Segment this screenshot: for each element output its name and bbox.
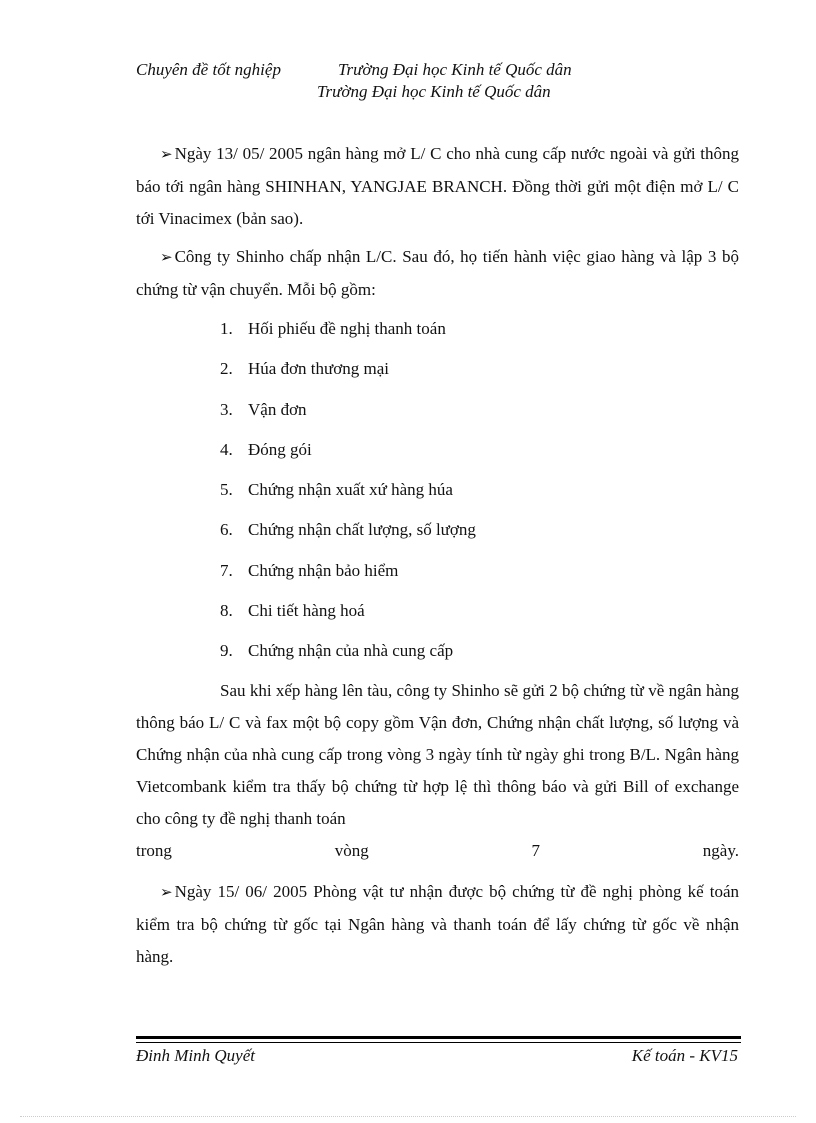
- paragraph-text: Ngày 15/ 06/ 2005 Phòng vật tư nhận được bộ chứng từ đề nghị phòng kế toán kiểm tra bộ chứng từ gốc tại Ngân hàng và thanh toán để lấy chứng từ gốc về nhận hàng.: [136, 882, 739, 966]
- list-item-number: 7.: [220, 560, 233, 580]
- page-edge-divider: [20, 1116, 796, 1117]
- list-item-text: Đóng gói: [248, 439, 312, 459]
- list-item: [220, 558, 476, 598]
- footer-class: Kế toán - KV15: [631, 1046, 738, 1065]
- list-item-text: Chi tiết hàng hoá: [248, 601, 365, 621]
- list-item-text: Hối phiếu đề nghị thanh toán: [248, 319, 446, 338]
- arrow-bullet-icon: ➢: [160, 250, 173, 266]
- header-university-repeat: Trường Đại học Kinh tế Quốc dân: [317, 82, 551, 101]
- list-item: [220, 356, 476, 396]
- arrow-bullet-icon: ➢: [160, 885, 173, 901]
- list-item: [220, 477, 476, 517]
- list-item-number: 6.: [220, 520, 233, 540]
- list-item: [220, 437, 476, 477]
- list-item-number: 8.: [220, 601, 233, 621]
- paragraph-lc-opening: [136, 138, 739, 235]
- list-item: [220, 397, 476, 437]
- list-item-number: 1.: [220, 319, 233, 338]
- paragraph-receipt: [136, 876, 739, 973]
- list-item-text: Chứng nhận của nhà cung cấp: [248, 641, 454, 661]
- paragraph-text: Công ty Shinho chấp nhận L/C. Sau đó, họ tiến hành việc giao hàng và lập 3 bộ chứng từ vận chuyển. Mỗi bộ gồm:: [136, 247, 739, 299]
- arrow-bullet-icon: ➢: [160, 147, 173, 163]
- paragraph-lc-acceptance: [136, 241, 739, 306]
- footer-divider-thick: [136, 1036, 741, 1039]
- word: 7: [531, 841, 540, 860]
- paragraph-shipping: Sau khi xếp hàng lên tàu, công ty Shinho sẽ gửi 2 bộ chứng từ về ngân hàng thông báo L/ C và fax một bộ copy gồm Vận đơn, Chứng nhận chất lượng, số lượng và Chứng nhận của nhà cung cấp trong vòng 3 ngày tính từ ngày ghi trong B/L. Ngân hàng Vietcombank kiểm tra thấy bộ chứng từ hợp lệ thì thông báo và gửi Bill of exchange cho công ty đề nghị thanh toán: [136, 681, 739, 828]
- paragraph-text: Ngày 13/ 05/ 2005 ngân hàng mở L/ C cho nhà cung cấp nước ngoài và gửi thông báo tới ngân hàng SHINHAN, YANGJAE BRANCH. Đồng thời gửi một điện mở L/ C tới Vinacimex (bản sao).: [136, 144, 739, 228]
- list-item-number: 3.: [220, 399, 233, 419]
- list-item-number: 4.: [220, 439, 233, 459]
- list-item: [220, 638, 476, 678]
- list-item-number: 5.: [220, 480, 233, 500]
- list-item-text: Vận đơn: [248, 399, 307, 419]
- word: vòng: [334, 841, 369, 860]
- list-item-number: 2.: [220, 359, 233, 379]
- list-item: [220, 598, 476, 638]
- list-item-number: 9.: [220, 641, 233, 661]
- header-university: Trường Đại học Kinh tế Quốc dân: [338, 60, 572, 79]
- word: ngày.: [702, 841, 739, 860]
- list-item-text: Húa đơn thương mại: [248, 359, 389, 379]
- footer-author: Đinh Minh Quyết: [136, 1046, 255, 1065]
- list-item-text: Chứng nhận chất lượng, số lượng: [248, 520, 476, 540]
- paragraph-shipping-last-line: [136, 835, 739, 867]
- word: trong: [136, 841, 172, 860]
- list-item-text: Chứng nhận bảo hiểm: [248, 560, 399, 580]
- header-left-title: Chuyên đề tốt nghiệp: [136, 60, 281, 79]
- footer-divider-thin: [136, 1042, 741, 1043]
- list-item: [220, 316, 476, 356]
- list-item: [220, 517, 476, 557]
- list-item-text: Chứng nhận xuất xứ hàng húa: [248, 480, 453, 500]
- document-list: [220, 316, 476, 679]
